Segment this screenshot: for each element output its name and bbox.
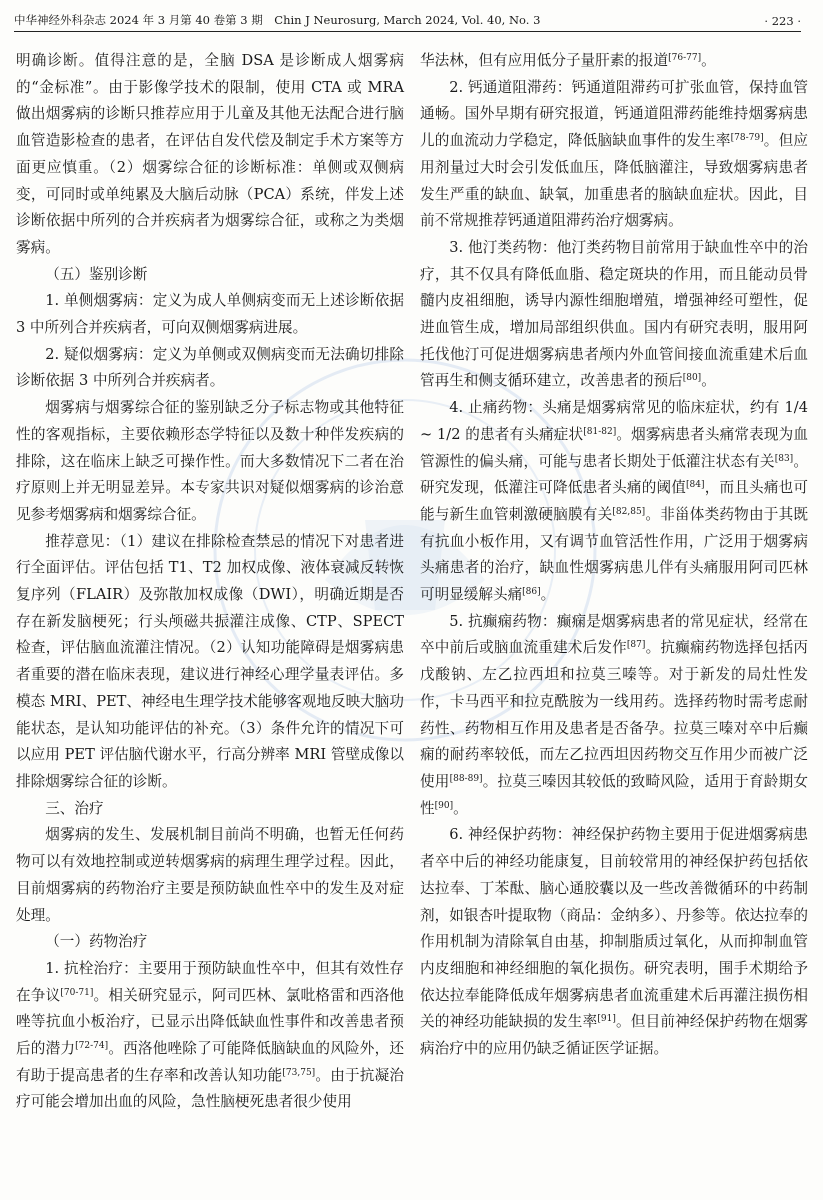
text-run: 烟雾病的发生、发展机制目前尚不明确，也暂无任何药物可以有效地控制或逆转烟雾病的病理生理学过程。因此，目前烟雾病的药物治疗主要是预防缺血性卒中的发生及对症处理。 bbox=[16, 826, 404, 924]
citation-ref: [70-71] bbox=[60, 987, 94, 998]
text-run: 华法林，但有应用低分子量肝素的报道 bbox=[420, 52, 669, 69]
section-heading bbox=[16, 796, 404, 823]
text-run: 6. 神经保护药物：神经保护药物主要用于促进烟雾病患者卒中后的神经功能康复，目前较常用的神经保护药包括依达拉奉、丁苯酞、脑心通胶囊以及一些改善微循环的中药制剂，如银杏叶提取物（商品：金纳多）、丹参等。依达拉奉的作用机制为清除氧自由基，抑制脂质过氧化，从而抑制血管内皮细胞和神经细胞的氧化损伤。研究表明，围手术期给予依达拉奉能降低成年烟雾病患者血流重建术后再灌注损伤相关的神经功能缺损的发生率 bbox=[420, 826, 808, 1031]
citation-ref: [80] bbox=[682, 373, 702, 384]
text-run: 。 bbox=[701, 372, 716, 390]
body-paragraph bbox=[16, 395, 404, 529]
text-run: 。西洛他唑除了可能降低脑缺血的风险外，还有助于提高患者的生存率和改善认知功能 bbox=[16, 1040, 404, 1084]
text-run: 。 bbox=[540, 586, 556, 604]
text-run: 烟雾病与烟雾综合征的鉴别缺乏分子标志物或其他特征性的客观指标，主要依赖形态学特征以及数十种伴发疾病的排除，这在临床上缺乏可操作性。而大多数情况下二者在治疗原则上并无明显差异。本专家共识对疑似烟雾病的诊治意见参考烟雾病和烟雾综合征。 bbox=[16, 399, 404, 523]
text-run: 。由于抗凝治疗可能会增加出血的风险，急性脑梗死患者很少使用 bbox=[16, 1066, 404, 1111]
body-paragraph bbox=[420, 75, 808, 235]
text-run: 1. 抗栓治疗：主要用于预防缺血性卒中，但其有效性存在争议 bbox=[16, 959, 404, 1004]
citation-ref: [86] bbox=[522, 587, 541, 598]
text-run: 5. 抗癫痫药物：癫痫是烟雾病患者的常见症状，经常在卒中前后或脑血流重建术后发作 bbox=[420, 612, 808, 657]
text-run: 。 bbox=[701, 52, 716, 69]
text-run: 2. 疑似烟雾病：定义为单侧或双侧病变而无法确切排除诊断依据 3 中所列合并疾病者。 bbox=[16, 345, 404, 390]
text-run: 推荐意见：（1）建议在排除检查禁忌的情况下对患者进行全面评估。评估包括 T1、T2 加权成像、液体衰减反转恢复序列（FLAIR）及弥散加权成像（DWI），明确近期是否存在新发脑梗死；行头颅磁共振灌注成像、CTP、SPECT 检查，评估脑血流灌注情况。（2）认知功能障碍是烟雾病患者重要的潜在临床表现，建议进行神经心理学量表评估。多模态 MRI、PET、神经电生理学技术能够客观地反映大脑功能状态，是认知功能评估的补充。（3）条件允许的情况下可以应用 PET 评估脑代谢水平，行高分辨率 MRI 管壁成像以排除烟雾综合征的诊断。 bbox=[16, 532, 404, 790]
text-run: 。研究发现，低灌注可降低患者头痛的阈值 bbox=[420, 452, 808, 497]
text-run: 。 bbox=[453, 799, 468, 817]
text-run: （一）药物治疗 bbox=[45, 933, 148, 951]
text-run: 。拉莫三嗪因其较低的致畸风险，适用于育龄期女性 bbox=[420, 772, 808, 817]
citation-ref: [88-89] bbox=[449, 773, 483, 784]
body-paragraph bbox=[16, 529, 404, 796]
text-run: 4. 止痛药物：头痛是烟雾病常见的临床症状，约有 1/4 ~ 1/2 的患者有头痛症状 bbox=[420, 399, 808, 443]
citation-ref: [83] bbox=[774, 453, 794, 464]
body-paragraph bbox=[420, 609, 808, 823]
body-paragraph bbox=[16, 822, 404, 929]
citation-ref: [73,75] bbox=[282, 1067, 316, 1078]
citation-ref: [87] bbox=[626, 640, 646, 651]
section-heading bbox=[16, 262, 404, 289]
body-paragraph bbox=[420, 235, 808, 395]
citation-ref: [78-79] bbox=[730, 133, 764, 144]
journal-citation: 中华神经外科杂志 2024 年 3 月第 40 卷第 3 期 Chin J Neurosurg, March 2024, Vol. 40, No. 3 bbox=[14, 13, 541, 27]
text-run: 3. 他汀类药物：他汀类药物目前常用于缺血性卒中的治疗，其不仅具有降低血脂、稳定斑块的作用，而且能动员骨髓内皮祖细胞，诱导内源性细胞增殖，增强神经可塑性，促进血管生成，增加局部组织供血。国内有研究表明，服用阿托伐他汀可促进烟雾病患者颅内外血管间接血流重建术后血管再生和侧支循环建立，改善患者的预后 bbox=[420, 238, 808, 390]
citation-ref: [91] bbox=[597, 1014, 616, 1025]
citation-ref: [72-74] bbox=[75, 1041, 109, 1052]
text-run: 三、治疗 bbox=[45, 799, 104, 817]
text-run: 。抗癫痫药物选择包括丙戊酸钠、左乙拉西坦和拉莫三嗪等。对于新发的局灶性发作，卡马西平和拉克酰胺为一线用药。选择药物时需考虑耐药性、药物相互作用及患者是否备孕。拉莫三嗪对卒中后癫痫的耐药率较低，而左乙拉西坦因药物交互作用少而被广泛使用 bbox=[420, 639, 808, 790]
text-run: 。但应用剂量过大时会引发低血压，降低脑灌注，导致烟雾病患者发生严重的缺血、缺氧，加重患者的脑缺血症状。因此，目前不常规推荐钙通道阻滞药治疗烟雾病。 bbox=[420, 132, 808, 230]
left-column bbox=[16, 48, 404, 1116]
text-run: 2. 钙通道阻滞药：钙通道阻滞药可扩张血管，保持血管通畅。国外早期有研究报道，钙通道阻滞药能维持烟雾病患儿的血流动力学稳定，降低脑缺血事件的发生率 bbox=[420, 78, 808, 150]
text-run: 。非甾体类药物由于其既有抗血小板作用，又有调节血管活性作用，广泛用于烟雾病头痛患者的治疗，缺血性烟雾病患儿伴有头痛服用阿司匹林可明显缓解头痛 bbox=[420, 505, 808, 604]
body-paragraph bbox=[420, 48, 808, 75]
text-run: ，而且头痛也可能与新生血管刺激硬脑膜有关 bbox=[420, 479, 808, 523]
body-paragraph bbox=[16, 342, 404, 395]
citation-ref: [84] bbox=[686, 480, 705, 491]
right-column bbox=[420, 48, 808, 1063]
body-paragraph bbox=[16, 48, 404, 262]
body-paragraph bbox=[420, 822, 808, 1062]
section-heading bbox=[16, 929, 404, 956]
citation-ref: [76-77] bbox=[668, 53, 702, 63]
text-run: 。相关研究显示，阿司匹林、氯吡格雷和西洛他唑等抗血小板治疗，已显示出降低缺血性事件和改善患者预后的潜力 bbox=[16, 986, 404, 1058]
citation-ref: [81-82] bbox=[583, 426, 617, 437]
body-paragraph bbox=[16, 956, 404, 1116]
citation-ref: [82,85] bbox=[612, 506, 646, 517]
text-run: 。但目前神经保护药物在烟雾病治疗中的应用仍缺乏循证医学证据。 bbox=[420, 1013, 808, 1058]
text-run: 。烟雾病患者头痛常表现为血管源性的偏头痛，可能与患者长期处于低灌注状态有关 bbox=[420, 425, 808, 470]
text-run: 1. 单侧烟雾病：定义为成人单侧病变而无上述诊断依据 3 中所列合并疾病者，可向双侧烟雾病进展。 bbox=[16, 292, 404, 337]
running-header bbox=[14, 8, 801, 32]
text-run: （五）鉴别诊断 bbox=[45, 265, 148, 283]
body-paragraph bbox=[420, 395, 808, 609]
text-run: 明确诊断。值得注意的是，全脑 DSA 是诊断成人烟雾病的“金标准”。由于影像学技术的限制，使用 CTA 或 MRA 做出烟雾病的诊断只推荐应用于儿童及其他无法配合进行脑血管造影检查的患者，在评估自发代偿及制定手术方案等方面更应慎重。（2）烟雾综合征的诊断标准：单侧或双侧病变，可同时或单纯累及大脑后动脉（PCA）系统，伴发上述诊断依据中所列的合并疾病者为烟雾综合征，或称之为类烟雾病。 bbox=[16, 52, 404, 256]
citation-ref: [90] bbox=[434, 800, 454, 811]
body-paragraph bbox=[16, 288, 404, 341]
page-number: · 223 · bbox=[764, 14, 801, 28]
